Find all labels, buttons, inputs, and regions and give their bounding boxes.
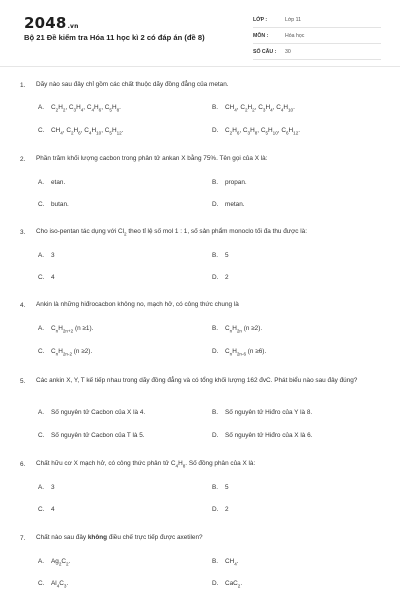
option-d[interactable]: D. metan. bbox=[212, 201, 245, 208]
question-text: Ankin là những hiđrocacbon không no, mạch hở, có công thức chung là bbox=[36, 301, 239, 308]
document-header bbox=[0, 0, 400, 64]
meta-value: Hóa học bbox=[285, 33, 305, 39]
option-b[interactable]: B. Số nguyên tử Hiđro của Y là 8. bbox=[212, 409, 313, 416]
option-c[interactable]: C. 4 bbox=[38, 274, 55, 281]
meta-row-count bbox=[253, 46, 381, 60]
site-logo[interactable]: 2048.vn bbox=[24, 14, 79, 32]
meta-value: 30 bbox=[285, 49, 291, 55]
question-text: Các ankin X, Y, T kế tiếp nhau trong dãy đồng đẳng và có tổng khối lượng 162 đvC. Phát biểu nào sau đây đúng? bbox=[36, 377, 358, 384]
option-c[interactable]: C. $CH_4$, $C_2H_6$, $C_4H_{10}$, $C_5H_{12}$. bbox=[38, 127, 124, 136]
option-d[interactable]: D. CaC$_2$. bbox=[212, 580, 243, 589]
question-text: Phần trăm khối lượng cacbon trong phân tử ankan X bằng 75%. Tên gọi của X là: bbox=[36, 155, 268, 162]
option-a[interactable]: A. $Ag_2C_2$. bbox=[38, 558, 71, 567]
option-c[interactable]: C. $Al_4C_3$. bbox=[38, 580, 69, 589]
question-number: 7. bbox=[20, 535, 26, 542]
question-number: 3. bbox=[20, 229, 26, 236]
option-c[interactable]: C. $C_nH_{2n-2}$ (n ≥2). bbox=[38, 348, 93, 357]
option-b[interactable]: B. propan. bbox=[212, 179, 247, 186]
option-c[interactable]: C. Số nguyên tử Cacbon của T là 5. bbox=[38, 432, 145, 439]
meta-label: SỐ CÂU : bbox=[253, 49, 277, 55]
option-d[interactable]: D. $C_nH_{2n-6}$ (n ≥6). bbox=[212, 348, 267, 357]
option-c[interactable]: C. 4 bbox=[38, 506, 55, 513]
option-a[interactable]: A. $C_2H_2$, $C_3H_4$, $C_4H_6$, $C_5H_8$. bbox=[38, 104, 121, 113]
option-d[interactable]: D. 2 bbox=[212, 506, 229, 513]
option-d[interactable]: D. Số nguyên tử Hiđro của X là 6. bbox=[212, 432, 313, 439]
question-text: Cho iso-pentan tác dụng với $Cl_2$ theo tỉ lệ số mol 1 : 1, số sản phẩm monoclo tối đa thu được là: bbox=[36, 228, 307, 237]
option-a[interactable]: A. 3 bbox=[38, 252, 55, 259]
exam-meta bbox=[253, 14, 381, 62]
option-b[interactable]: B. $CH_4$, $C_2H_2$, $C_3H_4$, $C_4H_{10}$. bbox=[212, 104, 295, 113]
question-number: 1. bbox=[20, 82, 26, 89]
meta-value: Lớp 11 bbox=[285, 17, 301, 23]
question-text: Dãy nào sau đây chỉ gồm các chất thuộc dãy đồng đẳng của metan. bbox=[36, 81, 229, 88]
option-b[interactable]: B. $C_nH_{2n}$ (n ≥2). bbox=[212, 325, 263, 334]
option-d[interactable]: D. $C_2H_6$, $C_3H_8$, $C_5H_{10}$, $C_6H_{12}$. bbox=[212, 127, 301, 136]
option-a[interactable]: A. etan. bbox=[38, 179, 66, 186]
option-b[interactable]: B. $CH_4$. bbox=[212, 558, 239, 567]
meta-row-subject bbox=[253, 30, 381, 44]
question-number: 6. bbox=[20, 461, 26, 468]
meta-label: LỚP : bbox=[253, 17, 268, 23]
question-text: Chất hữu cơ X mạch hở, có công thức phân tử $C_4H_8$. Số đồng phân của X là: bbox=[36, 460, 256, 469]
header-divider bbox=[0, 66, 400, 67]
option-b[interactable]: B. 5 bbox=[212, 484, 229, 491]
question-number: 4. bbox=[20, 302, 26, 309]
question-number: 2. bbox=[20, 156, 26, 163]
option-c[interactable]: C. butan. bbox=[38, 201, 69, 208]
page-title: Bộ 21 Đề kiểm tra Hóa 11 học kì 2 có đáp án (đề 8) bbox=[24, 33, 205, 42]
meta-label: MÔN : bbox=[253, 33, 269, 39]
option-d[interactable]: D. 2 bbox=[212, 274, 229, 281]
option-a[interactable]: A. $C_nH_{2n+2}$ (n ≥1). bbox=[38, 325, 94, 334]
question-number: 5. bbox=[20, 378, 26, 385]
question-text: Chất nào sau đây không điều chế trực tiếp được axetilen? bbox=[36, 534, 203, 541]
meta-row-class bbox=[253, 14, 381, 28]
option-a[interactable]: A. 3 bbox=[38, 484, 55, 491]
option-b[interactable]: B. 5 bbox=[212, 252, 229, 259]
emphasis-not: không bbox=[87, 534, 108, 541]
option-a[interactable]: A. Số nguyên tử Cacbon của X là 4. bbox=[38, 409, 146, 416]
